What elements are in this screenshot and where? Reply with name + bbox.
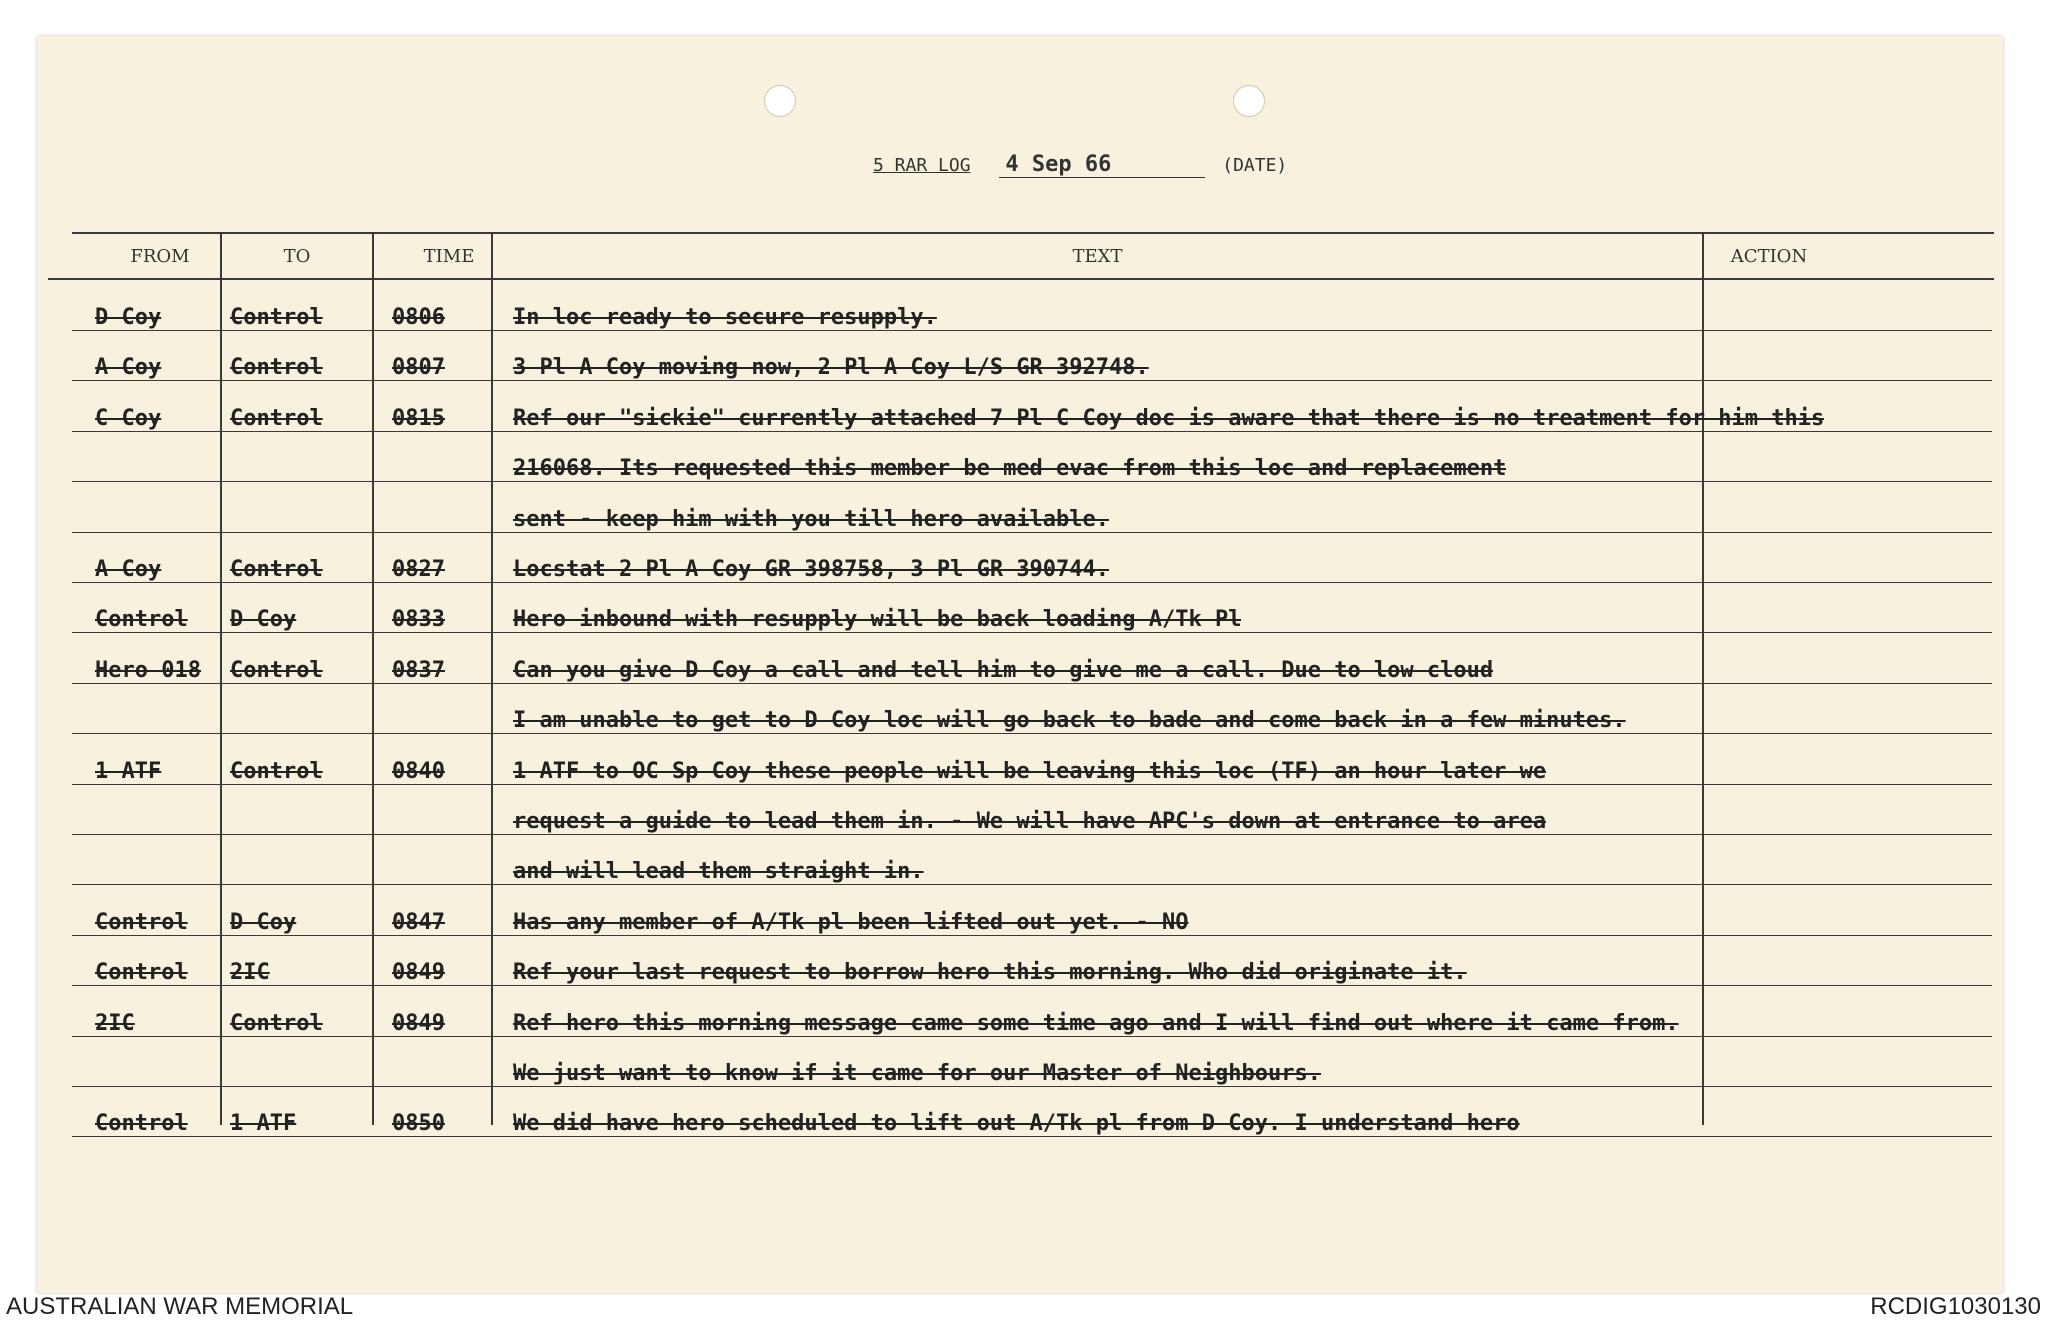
log-text-cell: 1 ATF to OC Sp Coy these people will be leaving this loc (TF) an hour later we: [513, 759, 1547, 784]
log-title: 5 RAR LOG: [873, 155, 971, 176]
log-from-cell: Hero 018: [95, 658, 201, 683]
row-rule: [72, 1136, 1992, 1137]
punch-hole-left: [764, 85, 796, 117]
table-top-rule: [72, 232, 1994, 234]
log-to-cell: Control: [230, 759, 323, 784]
log-to-cell: Control: [230, 1011, 323, 1036]
col-divider-from: [220, 232, 222, 1125]
log-to-cell: D Coy: [230, 910, 297, 935]
log-from-cell: Control: [95, 910, 188, 935]
log-from-cell: Control: [95, 1111, 188, 1136]
log-text-cell: Hero inbound with resupply will be back loading A/Tk Pl: [513, 607, 1242, 632]
row-rule: [72, 1036, 1992, 1037]
log-to-cell: Control: [230, 355, 323, 380]
punch-hole-right: [1233, 85, 1265, 117]
log-text-cell: 216068. Its requested this member be med evac from this loc and replacement: [513, 456, 1507, 481]
col-header-to: TO: [283, 246, 311, 267]
row-rule: [72, 481, 1992, 482]
col-header-from: FROM: [130, 246, 190, 267]
log-from-cell: Control: [95, 607, 188, 632]
row-rule: [72, 1086, 1992, 1087]
row-rule: [72, 683, 1992, 684]
row-rule: [72, 733, 1992, 734]
log-to-cell: Control: [230, 557, 323, 582]
col-divider-to: [372, 232, 374, 1125]
col-header-text: TEXT: [1072, 246, 1123, 267]
log-to-cell: Control: [230, 658, 323, 683]
log-text-cell: In loc ready to secure resupply.: [513, 305, 937, 330]
col-header-action: ACTION: [1730, 246, 1808, 267]
log-time-cell: 0849: [392, 1011, 445, 1036]
log-text-cell: I am unable to get to D Coy loc will go back to bade and come back in a few minutes.: [513, 708, 1626, 733]
log-time-cell: 0850: [392, 1111, 445, 1136]
col-divider-time: [491, 232, 493, 1125]
footer-institution: AUSTRALIAN WAR MEMORIAL: [6, 1293, 354, 1320]
log-to-cell: 1 ATF: [230, 1111, 297, 1136]
log-text-cell: Has any member of A/Tk pl been lifted out yet. - NO: [513, 910, 1189, 935]
row-rule: [72, 935, 1992, 936]
log-time-cell: 0849: [392, 960, 445, 985]
row-rule: [72, 431, 1992, 432]
log-from-cell: Control: [95, 960, 188, 985]
log-text-cell: Locstat 2 Pl A Coy GR 398758, 3 Pl GR 390744.: [513, 557, 1110, 582]
log-text-cell: Ref hero this morning message came some time ago and I will find out where it came from.: [513, 1011, 1679, 1036]
log-time-cell: 0840: [392, 759, 445, 784]
log-to-cell: 2IC: [230, 960, 270, 985]
log-to-cell: Control: [230, 305, 323, 330]
log-to-cell: D Coy: [230, 607, 297, 632]
log-to-cell: Control: [230, 406, 323, 431]
log-time-cell: 0806: [392, 305, 445, 330]
row-rule: [72, 582, 1992, 583]
log-from-cell: 2IC: [95, 1011, 135, 1036]
log-text-cell: Ref our "sickie" currently attached 7 Pl C Coy doc is aware that there is no treatment for him this: [513, 406, 1825, 431]
log-from-cell: D Coy: [95, 305, 162, 330]
log-from-cell: A Coy: [95, 557, 162, 582]
log-time-cell: 0807: [392, 355, 445, 380]
row-rule: [72, 632, 1992, 633]
log-text-cell: We did have hero scheduled to lift out A/Tk pl from D Coy. I understand hero: [513, 1111, 1520, 1136]
row-rule: [72, 985, 1992, 986]
row-rule: [72, 884, 1992, 885]
log-from-cell: 1 ATF: [95, 759, 162, 784]
row-rule: [72, 532, 1992, 533]
log-from-cell: C Coy: [95, 406, 162, 431]
log-text-cell: Can you give D Coy a call and tell him to give me a call. Due to low cloud: [513, 658, 1494, 683]
row-rule: [72, 784, 1992, 785]
log-text-cell: and will lead them straight in.: [513, 859, 924, 884]
row-rule: [72, 330, 1992, 331]
log-text-cell: We just want to know if it came for our Master of Neighbours.: [513, 1061, 1321, 1086]
log-from-cell: A Coy: [95, 355, 162, 380]
log-text-cell: Ref your last request to borrow hero this morning. Who did originate it.: [513, 960, 1467, 985]
date-label: (DATE): [1222, 155, 1288, 176]
log-text-cell: sent - keep him with you till hero available.: [513, 507, 1110, 532]
log-time-cell: 0833: [392, 607, 445, 632]
row-rule: [72, 834, 1992, 835]
footer-record-id: RCDIG1030130: [1870, 1293, 2041, 1320]
log-time-cell: 0847: [392, 910, 445, 935]
log-time-cell: 0837: [392, 658, 445, 683]
col-header-time: TIME: [423, 246, 475, 267]
log-header: [873, 152, 1287, 178]
col-divider-action: [1702, 232, 1704, 1125]
row-rule: [72, 380, 1992, 381]
log-time-cell: 0827: [392, 557, 445, 582]
log-text-cell: 3 Pl A Coy moving now, 2 Pl A Coy L/S GR 392748.: [513, 355, 1149, 380]
log-text-cell: request a guide to lead them in. - We will have APC's down at entrance to area: [513, 809, 1547, 834]
log-time-cell: 0815: [392, 406, 445, 431]
log-date: 4 Sep 66: [999, 152, 1205, 178]
